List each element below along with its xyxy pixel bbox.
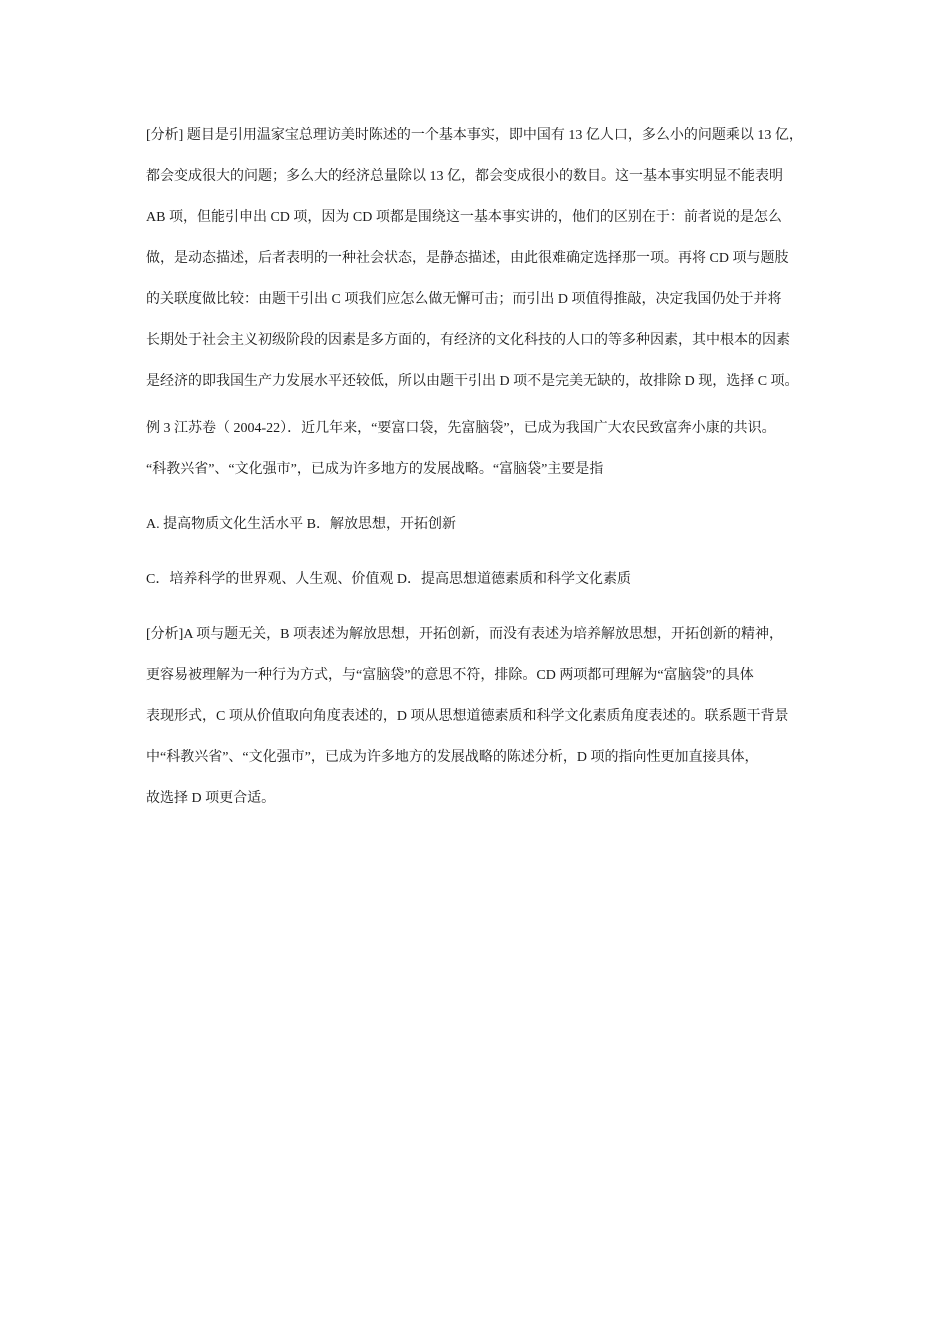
spacer [146,609,816,623]
analysis-1-line-3: AB 项，但能引申出 CD 项，因为 CD 项都是围绕这一基本事实讲的，他们的区别在于：前者说的是怎么 [146,210,782,225]
analysis-1-line-5: 的关联度做比较：由题干引出 C 项我们应怎么做无懈可击；而引出 D 项值得推敲，决定我国仍处于并将 [146,292,782,307]
document-body [146,124,816,828]
example-3-line-2: “科教兴省”、“文化强市”，已成为许多地方的发展战略。“富脑袋”主要是指 [146,462,604,477]
analysis-paragraph-2 [146,623,816,828]
analysis-2-line-4: 中“科教兴省”、“文化强市”，已成为许多地方的发展战略的陈述分析，D 项的指向性更加直接具体， [146,750,759,765]
analysis-1-line-2: 都会变成很大的问题；多么大的经济总量除以 13 亿，都会变成很小的数目。这一基本事实明显不能表明 [146,169,783,184]
example-3-line-1: 例 3 江苏卷（ 2004-22）．近几年来，“要富口袋，先富脑袋”，已成为我国广大农民致富奔小康的共识。 [146,421,776,436]
analysis-1-line-7: 是经济的即我国生产力发展水平还较低，所以由题干引出 D 项不是完美无缺的，故排除 D 现，选择 C 项。 [146,374,799,389]
spacer [146,554,816,568]
analysis-2-line-3: 表现形式，C 项从价值取向角度表述的，D 项从思想道德素质和科学文化素质角度表述的。联系题干背景 [146,709,789,724]
analysis-1-line-6: 长期处于社会主义初级阶段的因素是多方面的，有经济的文化科技的人口的等多种因素，其中根本的因素 [146,333,790,348]
options-c-d: C．培养科学的世界观、人生观、价值观 D．提高思想道德素质和科学文化素质 [146,572,631,587]
analysis-2-line-1: [分析]A 项与题无关，B 项表述为解放思想，开拓创新，而没有表述为培养解放思想，开拓创新的精神， [146,627,783,642]
analysis-2-line-2: 更容易被理解为一种行为方式，与“富脑袋”的意思不符，排除。CD 两项都可理解为“富脑袋”的具体 [146,668,754,683]
analysis-1-line-4: 做，是动态描述，后者表明的一种社会状态，是静态描述，由此很难确定选择那一项。再将 CD 项与题肢 [146,251,789,266]
spacer [146,499,816,513]
analysis-2-line-5: 故选择 D 项更合适。 [146,791,276,806]
example-3-question [146,417,816,499]
analysis-paragraph-1 [146,124,816,411]
analysis-1-line-1: [分析] 题目是引用温家宝总理访美时陈述的一个基本事实，即中国有 13 亿人口，多么小的问题乘以 13 亿， [146,128,803,143]
options-a-b: A. 提高物质文化生活水平 B．解放思想，开拓创新 [146,517,456,532]
